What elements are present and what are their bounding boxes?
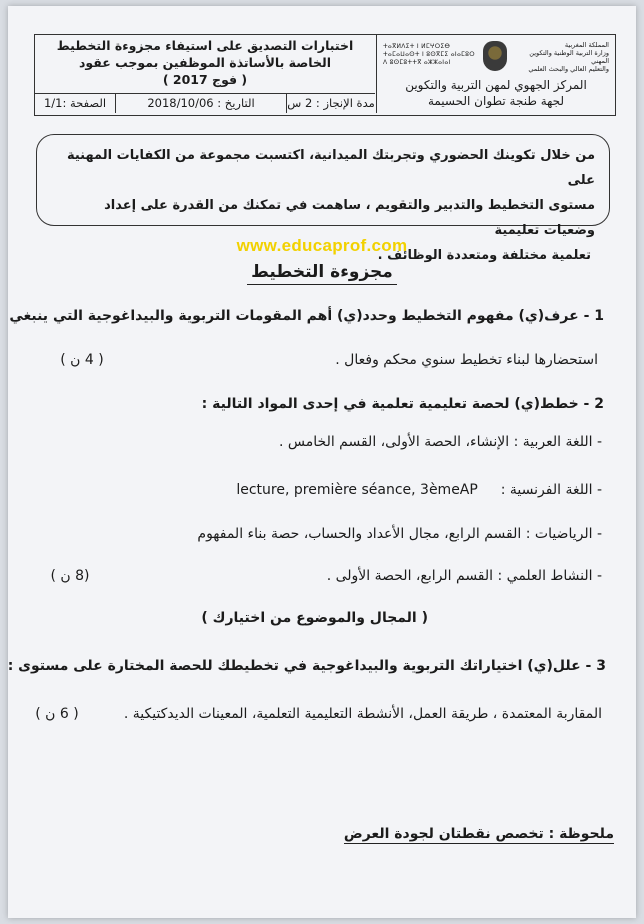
- question-2-item-arabic: - اللغة العربية : الإنشاء، الحصة الأولى، القسم الخامس .: [279, 434, 602, 450]
- intro-line-1: من خلال تكوينك الحضوري وتجربتك الميدانية، اكتسبت مجموعة من الكفايات المهنية على: [66, 148, 595, 188]
- page-cell: الصفحة :1/1: [43, 96, 107, 110]
- exam-title-line-1: اختبارات التصديق على استيفاء مجزوءة التخطيط: [56, 38, 354, 53]
- footer-note-text: ملحوظة : تخصص نقطتان لجودة العرض: [343, 826, 614, 842]
- intro-line-3: تعلمية مختلفة ومتعددة الوظائف .: [377, 248, 591, 263]
- question-2-mark: (8 ن ): [50, 568, 90, 584]
- regional-center-name: [377, 77, 615, 109]
- coat-of-arms-icon: [483, 41, 507, 71]
- center-line-1: المركز الجهوي لمهن التربية والتكوين: [405, 78, 587, 92]
- question-2-item-science: - النشاط العلمي : القسم الرابع، الحصة الأولى .: [326, 568, 602, 584]
- question-1-mark: ( 4 ن ): [60, 352, 104, 368]
- date-cell: التاريخ : 2018/10/06: [115, 93, 286, 113]
- question-1-line-2: استحضارها لبناء تخطيط سنوي محكم وفعال .: [335, 352, 598, 368]
- ministry-name-tifinagh: ⵜⴰⴳⵍⴷⵉⵜ ⵏ ⵍⵎⵖⵔⵉⴱ ⵜⴰⵎⴰⵡⴰⵙⵜ ⵏ ⵓⵙⴳⵎⵉ ⴰⵏⴰⵎⵓⵔ ⴷ ⵓⵙⵎⵓⵜⵜⴳ ⴰⵣⵣⴰⵏⴰⵏ: [383, 43, 475, 66]
- exam-title-line-3: ( فوج 2017 ): [162, 72, 248, 87]
- question-3-line-1: 3 - علل(ي) اختياراتك التربوية والبيداغوجية في تخطيطك للحصة المختارة على مستوى :: [7, 658, 606, 674]
- exam-header: [34, 34, 616, 116]
- question-2-item-french: [236, 480, 602, 500]
- ministry-name-arabic: المملكة المغربية وزارة التربية الوطنية والتكوين المهني والتعليم العالي والبحث العلمي: [528, 41, 609, 73]
- exam-title-line-2: الخاصة بالأساتذة الموظفين بموجب عقود: [79, 55, 331, 70]
- question-1-line-1: 1 - عرف(ي) مفهوم التخطيط وحدد(ي) أهم المقومات التربوية والبيداغوجية التي ينبغي: [9, 308, 604, 324]
- website-watermark: www.educaprof.com: [236, 236, 408, 255]
- section-title: [0, 262, 644, 282]
- center-line-2: لجهة طنجة تطوان الحسيمة: [427, 94, 565, 108]
- question-2-note: ( المجال والموضوع من اختيارك ): [201, 610, 428, 626]
- question-3-mark: ( 6 ن ): [35, 706, 79, 722]
- question-2-line-1: 2 - خطط(ي) لحصة تعليمية تعلمية في إحدى المواد التالية :: [201, 396, 604, 412]
- exam-info-block: [35, 35, 375, 113]
- question-2-item-math: - الرياضيات : القسم الرابع، مجال الأعداد والحساب، حصة بناء المفهوم: [197, 526, 602, 542]
- french-item-value: lecture, première séance, 3èmeAP: [236, 482, 478, 498]
- footer-note: [344, 824, 614, 844]
- exam-meta-row: [35, 93, 375, 113]
- question-3-line-2: المقاربة المعتمدة ، طريقة العمل، الأنشطة التعليمية التعلمية، المعينات الديدكتيكية .: [123, 706, 602, 722]
- exam-title: [35, 35, 375, 94]
- institution-block: [376, 35, 615, 113]
- intro-line-2: مستوى التخطيط والتدبير والتقويم ، ساهمت في تمكنك من القدرة على إعداد وضعيات تعليمية: [104, 198, 595, 238]
- section-title-text: مجزوءة التخطيط: [247, 262, 397, 285]
- french-item-label: - اللغة الفرنسية :: [500, 482, 602, 498]
- duration-cell: مدة الإنجاز : 2 س: [286, 93, 375, 113]
